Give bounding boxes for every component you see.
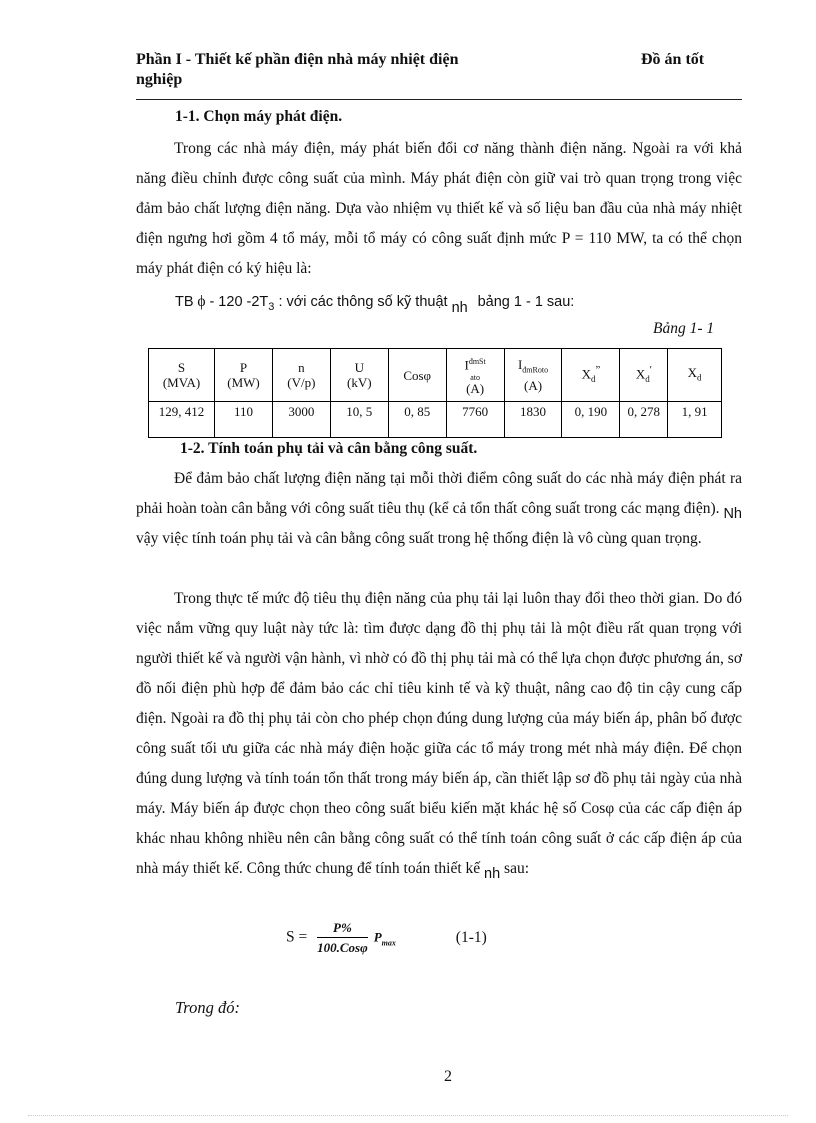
table-cell: 3000 <box>272 402 330 438</box>
spec-table <box>148 348 722 438</box>
table-header-cell: S (MVA) <box>149 349 215 402</box>
formula-numerator: P% <box>317 920 368 938</box>
table-header-cell: P (MW) <box>215 349 273 402</box>
table-row <box>149 402 722 438</box>
model-sub: 3 <box>268 301 275 314</box>
table-header-cell: $I_{đmRoto}$ (A) <box>504 349 562 402</box>
formula-label: (1-1) <box>455 928 487 946</box>
section2-p1a: Để đảm bảo chất lượng điện năng tại mỗi thời điểm công suất do các nhà máy điện phát ra phải hoàn toàn cân bằng với công suất tiêu thụ (kể cả tổn thất công suất trong các mạng điện). <box>136 470 742 517</box>
formula-rhs: P <box>373 929 382 945</box>
section2-p2b: sau: <box>500 860 530 877</box>
table-header-cell: U (kV) <box>330 349 388 402</box>
table-header-row <box>149 349 722 402</box>
section2-paragraph-1 <box>136 464 742 554</box>
header-right: Đồ án tốt <box>641 51 705 68</box>
table-cell: 0, 278 <box>620 402 668 438</box>
table-cell: 0, 190 <box>562 402 620 438</box>
section2-p2a: Trong thực tế mức độ tiêu thụ điện năng của phụ tải lại luôn thay đổi theo thời gian. Do đó việc nắm vững quy luật này tức là: tìm được dạng đồ thị phụ tải là một điều rất quan trọng với người thiết kế và người vận hành, vì nhờ có đồ thị phụ tải mà có thể lựa chọn được phương án, sơ đồ nối điện phù hợp để đảm bảo các chỉ tiêu kinh tế và kỹ thuật, nâng cao độ tin cậy cung cấp điện. Ngoài ra đồ thị phụ tải còn cho phép chọn đúng dung lượng của máy biến áp, phân bố được công suất tối ưu giữa các nhà máy điện hoặc giữa các tổ máy trong mét nhà máy điện. Để chọn đúng dung lượng và tính toán tổn thất trong máy biến áp, cần thiết lập sơ đồ phụ tải ngày của nhà máy. Máy biến áp được chọn theo công suất biểu kiến mặt khác hệ số Cosφ của các cấp điện áp khác nhau không nhiều nên cân bằng công suất có thể tính toán công suất ở các cấp điện áp của nhà máy thiết kế. Công thức chung để tính toán thiết kế <box>136 590 743 877</box>
model-line <box>175 293 575 316</box>
formula-lhs: S = <box>286 928 308 946</box>
table-cell: 10, 5 <box>330 402 388 438</box>
table-header-cell: $I^{đmSt}$ ato (A) <box>446 349 504 402</box>
model-phi: ϕ <box>197 293 206 310</box>
table-cell: 1, 91 <box>668 402 722 438</box>
section2-title: 1-2. Tính toán phụ tải và cân bằng công suất. <box>180 440 478 457</box>
trong-do-label: Trong đó: <box>175 998 240 1017</box>
model-nh: nh <box>451 300 468 316</box>
model-prefix: TB <box>175 294 194 310</box>
table-cell: 7760 <box>446 402 504 438</box>
model-end: bảng 1 - 1 sau: <box>477 294 575 310</box>
page-number: 2 <box>444 1068 452 1085</box>
section2-p2-nh: nh <box>484 866 501 882</box>
table-caption: Bảng 1- 1 <box>653 320 715 337</box>
table-cell: 129, 412 <box>149 402 215 438</box>
table-header-cell: Cosφ <box>388 349 446 402</box>
header-rule <box>136 99 742 100</box>
table-header-cell: n (V/p) <box>272 349 330 402</box>
model-rest: : với các thông số kỹ thuật <box>274 294 452 310</box>
header-title-line2: nghiệp <box>136 71 183 88</box>
table-cell: 110 <box>215 402 273 438</box>
section2-p1-nh: Nh <box>723 506 742 522</box>
formula-fraction <box>317 920 368 956</box>
formula <box>286 920 487 956</box>
model-mid: - 120 -2T <box>209 294 269 310</box>
table-cell: 0, 85 <box>388 402 446 438</box>
formula-rhs-sub: max <box>381 938 396 948</box>
table-header-cell: $X_d'$ <box>620 349 668 402</box>
table-header-cell: $X_d^”$ <box>562 349 620 402</box>
section1-text: Trong các nhà máy điện, máy phát biến đổi cơ năng thành điện năng. Ngoài ra với khả năng điều chỉnh được công suất của mình. Máy phát điện còn giữ vai trò quan trọng trong việc đảm bảo chất lượng điện năng. Dựa vào nhiệm vụ thiết kế và số liệu ban đầu của nhà máy nhiệt điện ngưng hơi gồm 4 tổ máy, mỗi tổ máy có công suất định mức P = 110 MW, ta có thể chọn máy phát điện có ký hiệu là: <box>136 140 742 277</box>
table-cell: 1830 <box>504 402 562 438</box>
section2-paragraph-2 <box>136 584 742 884</box>
header-title-line1: Phần I - Thiết kế phần điện nhà máy nhiệt điện <box>136 51 459 68</box>
header-left <box>136 50 458 90</box>
footer-divider <box>28 1115 788 1116</box>
formula-denominator: 100.Cosφ <box>317 940 368 955</box>
section1-paragraph <box>136 134 742 284</box>
table-header-cell: $X_d$ <box>668 349 722 402</box>
section2-p1b: vậy việc tính toán phụ tải và cân bằng công suất trong hệ thống điện là vô cùng quan trọng. <box>136 530 702 547</box>
section1-title: 1-1. Chọn máy phát điện. <box>175 108 343 125</box>
